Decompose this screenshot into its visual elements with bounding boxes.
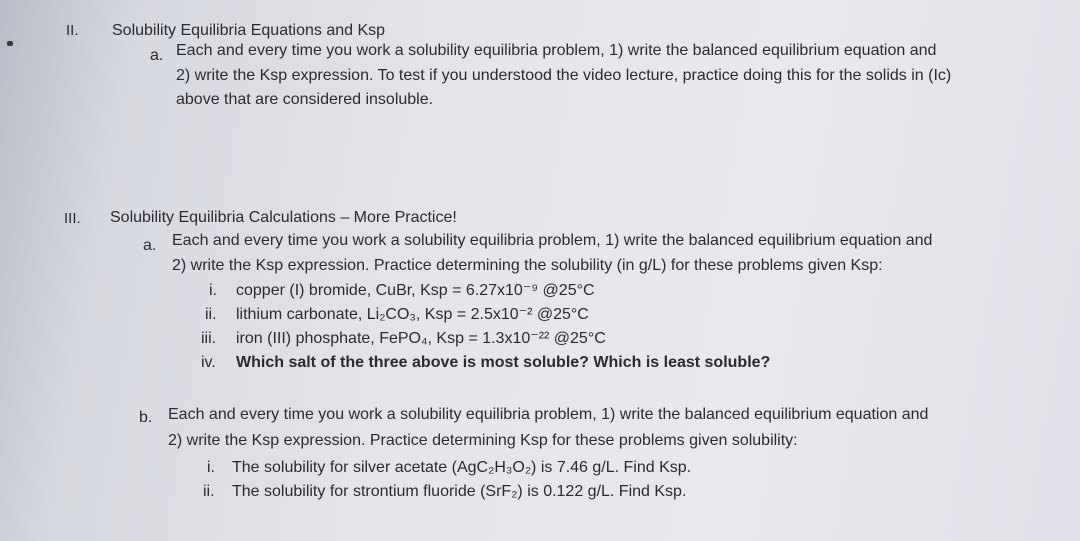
- section-2-item-a-line-3: above that are considered insoluble.: [176, 91, 434, 108]
- section-2-item-a-line-1: Each and every time you work a solubility equilibria problem, 1) write the balanced equilibrium equation and: [176, 42, 937, 59]
- section-3-a-sub-i-num: i.: [209, 282, 217, 299]
- section-3-a-sub-iii-num: iii.: [201, 330, 217, 347]
- section-3-b-sub-ii-text: The solubility for strontium fluoride (SrF₂) is 0.122 g/L. Find Ksp.: [232, 483, 687, 500]
- section-3-b-sub-ii-num: ii.: [203, 483, 215, 500]
- section-3-item-a-line-1: Each and every time you work a solubility equilibria problem, 1) write the balanced equilibrium equation and: [172, 232, 933, 249]
- section-3-a-sub-ii-num: ii.: [205, 306, 217, 323]
- section-3-number: III.: [64, 210, 81, 227]
- section-3-item-a-letter: a.: [143, 237, 157, 254]
- section-3-item-b-line-2: 2) write the Ksp expression. Practice determining Ksp for these problems given solubility:: [168, 432, 798, 449]
- section-3-item-b-line-1: Each and every time you work a solubility equilibria problem, 1) write the balanced equilibrium equation and: [168, 406, 929, 423]
- section-3-item-b-letter: b.: [139, 409, 153, 426]
- section-3-a-sub-i-text: copper (I) bromide, CuBr, Ksp = 6.27x10⁻⁹ @25°C: [236, 282, 595, 299]
- section-3-b-sub-i-text: The solubility for silver acetate (AgC₂H₃O₂) is 7.46 g/L. Find Ksp.: [232, 459, 692, 476]
- section-3-item-a-line-2: 2) write the Ksp expression. Practice determining the solubility (in g/L) for these problems given Ksp:: [172, 257, 883, 274]
- section-2-item-a-letter: a.: [150, 47, 164, 64]
- section-3-b-sub-i-num: i.: [207, 459, 215, 476]
- section-2-number: II.: [66, 22, 79, 39]
- section-2-item-a-line-2: 2) write the Ksp expression. To test if you understood the video lecture, practice doing this for the solids in (Ic): [176, 67, 952, 84]
- section-3-a-sub-ii-text: lithium carbonate, Li₂CO₃, Ksp = 2.5x10⁻² @25°C: [236, 306, 589, 323]
- section-3-a-sub-iii-text: iron (III) phosphate, FePO₄, Ksp = 1.3x10⁻²² @25°C: [236, 330, 606, 347]
- section-3-a-sub-iv-text: Which salt of the three above is most soluble? Which is least soluble?: [236, 354, 771, 371]
- section-3-a-sub-iv-num: iv.: [201, 354, 216, 371]
- section-2-heading: Solubility Equilibria Equations and Ksp: [112, 22, 386, 39]
- margin-mark: [7, 41, 13, 46]
- section-3-heading: Solubility Equilibria Calculations – More Practice!: [110, 209, 457, 226]
